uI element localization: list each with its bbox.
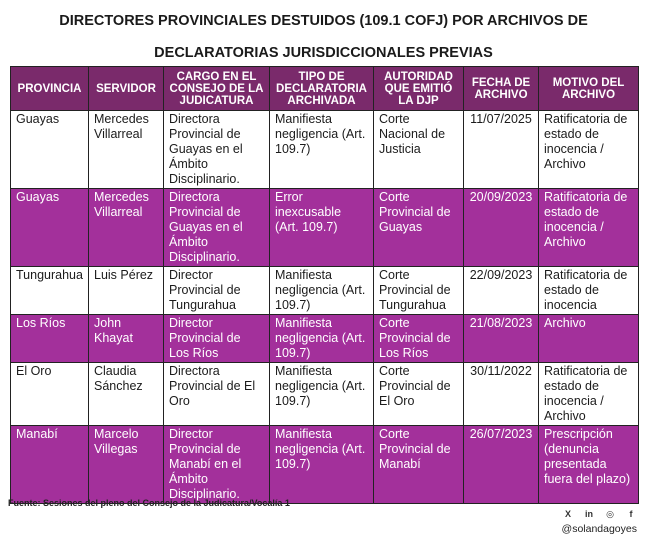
cell-autoridad: Corte Provincial de El Oro [374, 363, 464, 426]
cell-autoridad: Corte Provincial de Manabí [374, 426, 464, 504]
table-row [11, 189, 639, 267]
cell-tipo: Manifiesta negligencia (Art. 109.7) [270, 267, 374, 315]
cell-autoridad: Corte Provincial de Tungurahua [374, 267, 464, 315]
table-row [11, 426, 639, 504]
cell-motivo: Ratificatoria de estado de inocencia / Archivo [539, 111, 639, 189]
cell-autoridad: Corte Provincial de Los Ríos [374, 315, 464, 363]
cell-autoridad: Corte Provincial de Guayas [374, 189, 464, 267]
cell-servidor: Luis Pérez [89, 267, 164, 315]
cell-fecha: 11/07/2025 [464, 111, 539, 189]
cell-tipo: Manifiesta negligencia (Art. 109.7) [270, 315, 374, 363]
cell-motivo: Ratificatoria de estado de inocencia [539, 267, 639, 315]
cell-servidor: Claudia Sánchez [89, 363, 164, 426]
cell-servidor: Mercedes Villarreal [89, 189, 164, 267]
cell-fecha: 22/09/2023 [464, 267, 539, 315]
cell-cargo: Director Provincial de Manabí en el Ámbito Disciplinario. [164, 426, 270, 504]
table-row [11, 363, 639, 426]
cell-provincia: El Oro [11, 363, 89, 426]
header-provincia: PROVINCIA [11, 67, 89, 111]
cell-provincia: Guayas [11, 189, 89, 267]
cell-cargo: Directora Provincial de El Oro [164, 363, 270, 426]
source-note: Fuente: Sesiones del pleno del Consejo de la Judicatura/Vocalía 1 [8, 498, 290, 508]
cell-motivo: Archivo [539, 315, 639, 363]
cell-cargo: Director Provincial de Los Ríos [164, 315, 270, 363]
cell-fecha: 30/11/2022 [464, 363, 539, 426]
cell-cargo: Director Provincial de Tungurahua [164, 267, 270, 315]
header-cargo: CARGO EN EL CONSEJO DE LA JUDICATURA [164, 67, 270, 111]
cell-fecha: 21/08/2023 [464, 315, 539, 363]
cell-tipo: Manifiesta negligencia (Art. 109.7) [270, 111, 374, 189]
cell-provincia: Manabí [11, 426, 89, 504]
cell-motivo: Prescripción (denuncia presentada fuera del plazo) [539, 426, 639, 504]
cell-provincia: Guayas [11, 111, 89, 189]
header-fecha: FECHA DE ARCHIVO [464, 67, 539, 111]
cell-tipo: Manifiesta negligencia (Art. 109.7) [270, 426, 374, 504]
data-table [10, 66, 639, 504]
cell-fecha: 20/09/2023 [464, 189, 539, 267]
cell-autoridad: Corte Nacional de Justicia [374, 111, 464, 189]
page-title-line-2: DECLARATORIAS JURISDICCIONALES PREVIAS [154, 45, 493, 61]
cell-motivo: Ratificatoria de estado de inocencia / Archivo [539, 189, 639, 267]
header-servidor: SERVIDOR [89, 67, 164, 111]
table-header-row [11, 67, 639, 111]
table-row [11, 267, 639, 315]
cell-fecha: 26/07/2023 [464, 426, 539, 504]
cell-provincia: Tungurahua [11, 267, 89, 315]
cell-cargo: Directora Provincial de Guayas en el Ámbito Disciplinario. [164, 189, 270, 267]
social-icons [562, 509, 637, 520]
cell-motivo: Ratificatoria de estado de inocencia / Archivo [539, 363, 639, 426]
cell-provincia: Los Ríos [11, 315, 89, 363]
x-icon[interactable]: X [564, 509, 571, 519]
cell-cargo: Directora Provincial de Guayas en el Ámbito Disciplinario. [164, 111, 270, 189]
table-row [11, 111, 639, 189]
header-motivo: MOTIVO DEL ARCHIVO [539, 67, 639, 111]
linkedin-icon[interactable]: in [585, 509, 593, 519]
instagram-icon[interactable]: ◎ [606, 509, 614, 519]
cell-tipo: Manifiesta negligencia (Art. 109.7) [270, 363, 374, 426]
cell-tipo: Error inexcusable (Art. 109.7) [270, 189, 374, 267]
table-row [11, 315, 639, 363]
cell-servidor: John Khayat [89, 315, 164, 363]
author-handle: @solandagoyes [561, 523, 637, 535]
cell-servidor: Marcelo Villegas [89, 426, 164, 504]
cell-servidor: Mercedes Villarreal [89, 111, 164, 189]
facebook-icon[interactable]: f [629, 509, 633, 519]
header-autoridad: AUTORIDAD QUE EMITIÓ LA DJP [374, 67, 464, 111]
header-tipo: TIPO DE DECLARATORIA ARCHIVADA [270, 67, 374, 111]
page-title-line-1: DIRECTORES PROVINCIALES DESTUIDOS (109.1 COFJ) POR ARCHIVOS DE [59, 13, 588, 29]
